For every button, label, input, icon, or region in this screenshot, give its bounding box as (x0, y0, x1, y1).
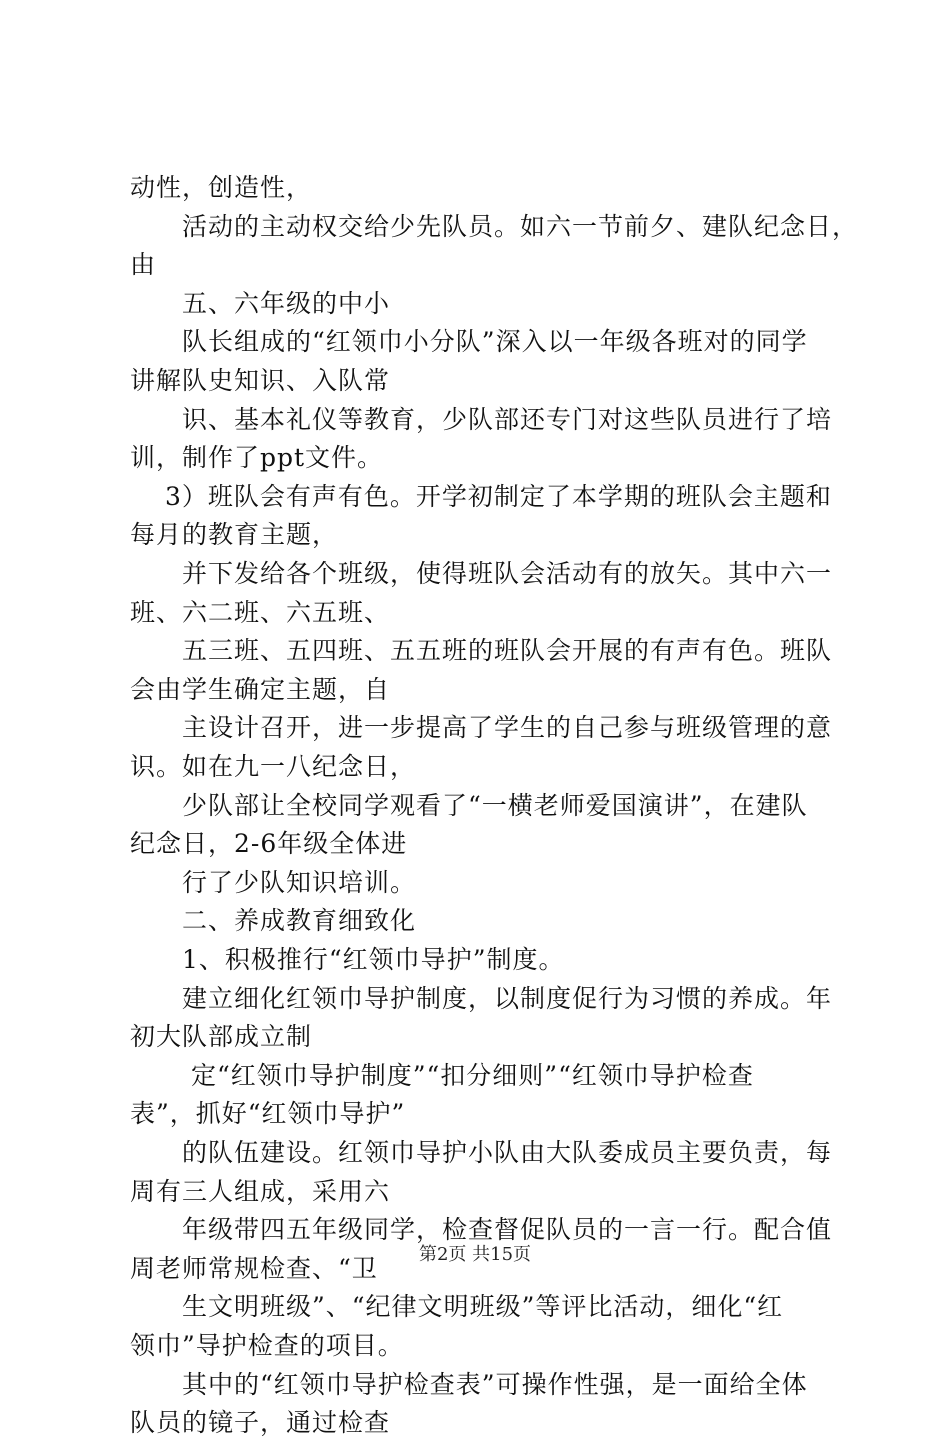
text-line: 并下发给各个班级，使得班队会活动有的放矢。其中六一 (130, 559, 833, 588)
text-line: 周老师常规检查、“卫 (130, 1253, 378, 1283)
text-line: 的队伍建设。红领巾导护小队由大队委成员主要负责，每 (130, 1138, 833, 1167)
text-line: 建立细化红领巾导护制度，以制度促行为习惯的养成。年 (130, 983, 833, 1013)
text-line: 3）班队会有声有色。开学初制定了本学期的班队会主题和 (130, 481, 832, 511)
text-line: 活动的主动权交给少先队员。如六一节前夕、建队纪念日， (130, 211, 859, 241)
text-line: 由 (130, 250, 157, 280)
text-line: 训，制作了ppt文件。 (130, 443, 384, 473)
text-line: 初大队部成立制 (130, 1022, 313, 1052)
page-footer (0, 1244, 950, 1266)
text-line: 纪念日，2-6年级全体进 (130, 829, 408, 859)
text-line: 少队部让全校同学观看了“一横老师爱国演讲”，在建队 (130, 790, 808, 820)
text-line: 主设计召开，进一步提高了学生的自己参与班级管理的意 (130, 713, 833, 743)
text-line: 二、养成教育细致化 (130, 906, 417, 936)
text-line: 会由学生确定主题，自 (130, 674, 391, 704)
text-line: 领巾”导护检查的项目。 (130, 1331, 404, 1360)
text-line: 班、六二班、六五班、 (130, 597, 391, 627)
text-line: 定“红领巾导护制度”“扣分细则”“红领巾导护检查 (130, 1060, 754, 1090)
text-line: 周有三人组成，采用六 (130, 1176, 391, 1206)
text-line: 动性，创造性， (130, 173, 313, 202)
text-line: 五三班、五四班、五五班的班队会开展的有声有色。班队 (130, 636, 833, 666)
text-line: 识。如在九一八纪念日， (130, 752, 417, 781)
text-line: 其中的“红领巾导护检查表”可操作性强，是一面给全体 (130, 1369, 808, 1399)
text-line: 表”，抓好“红领巾导护” (130, 1099, 406, 1129)
text-line: 五、六年级的中小 (130, 288, 391, 318)
text-line: 年级带四五年级同学，检查督促队员的一言一行。配合值 (130, 1215, 833, 1245)
text-line: 队员的镜子，通过检查 (130, 1408, 391, 1438)
text-line: 行了少队知识培训。 (130, 867, 417, 897)
text-line: 讲解队史知识、入队常 (130, 366, 391, 395)
text-line: 1、积极推行“红领巾导护”制度。 (130, 945, 565, 974)
text-line: 识、基本礼仪等教育，少队部还专门对这些队员进行了培 (130, 404, 833, 434)
text-line: 生文明班级”、“纪律文明班级”等评比活动，细化“红 (130, 1292, 784, 1322)
text-line: 每月的教育主题， (130, 520, 339, 550)
text-line: 队长组成的“红领巾小分队”深入以一年级各班对的同学 (130, 327, 808, 357)
page-number-label: 第2页 共15页 (418, 1244, 532, 1265)
